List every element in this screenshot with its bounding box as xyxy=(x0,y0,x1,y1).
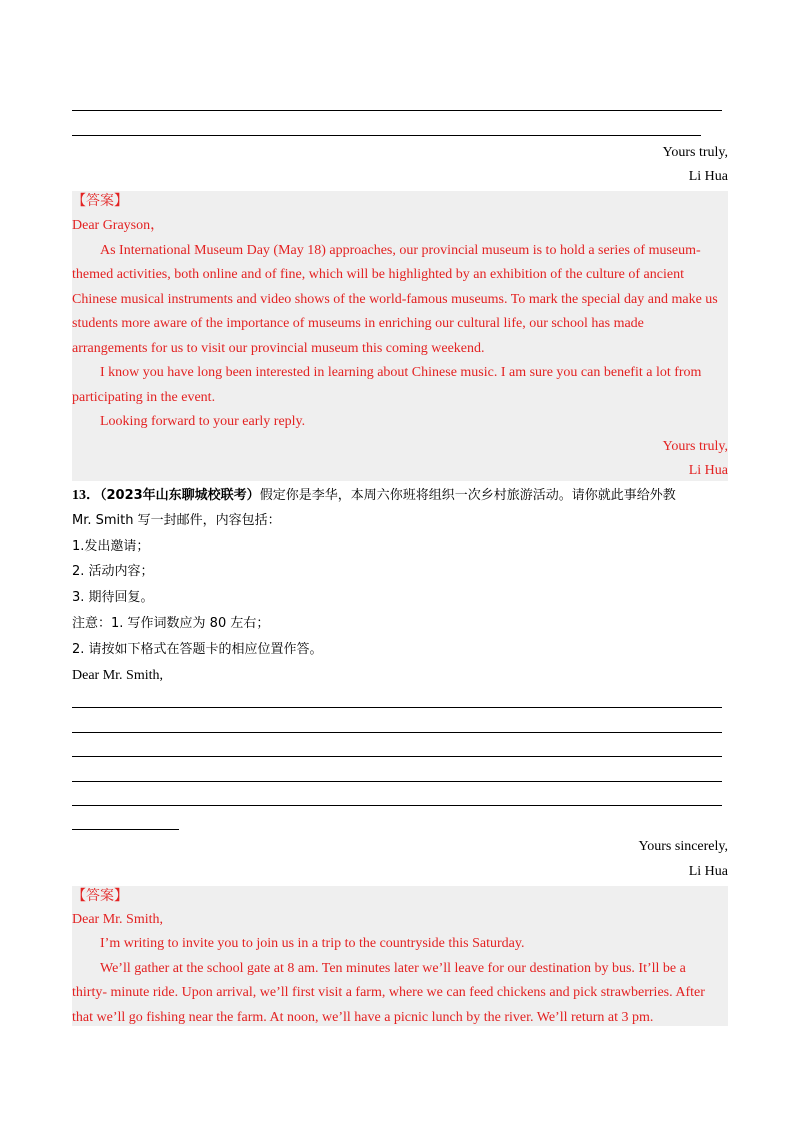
closing: Yours truly, xyxy=(662,145,728,160)
answer-paragraph-line: students more aware of the importance of museums in enriching our cultural life, our school has made xyxy=(72,316,644,331)
question-item: 2. 活动内容； xyxy=(72,564,154,579)
answer-paragraph-line: participating in the event. xyxy=(72,390,216,405)
question-prompt: 假定你是李华，本周六你班将组织一次乡村旅游活动。请你就此事给外教 xyxy=(259,488,676,503)
writing-line xyxy=(72,110,722,111)
answer-paragraph-line: thirty- minute ride. Upon arrival, we’ll first visit a farm, where we can feed chickens and pick strawberries. After xyxy=(72,985,705,1000)
answer-label: 【答案】 xyxy=(72,194,128,209)
question-prompt-line2: Mr. Smith 写一封邮件，内容包括： xyxy=(72,513,281,528)
answer-label: 【答案】 xyxy=(72,889,128,904)
answer-paragraph-line: As International Museum Day (May 18) approaches, our provincial museum is to hold a series of museum- xyxy=(100,243,701,258)
answer-paragraph-line: We’ll gather at the school gate at 8 am. Ten minutes later we’ll leave for our destination by bus. It’ll be a xyxy=(100,961,686,976)
answer-paragraph-line: I’m writing to invite you to join us in a trip to the countryside this Saturday. xyxy=(100,936,525,951)
answer-paragraph-line: that we’ll go fishing near the farm. At noon, we’ll have a picnic lunch by the river. We’ll return at 3 pm. xyxy=(72,1010,654,1025)
question-note: 注意：1. 写作词数应为 80 左右； xyxy=(72,616,270,631)
writing-line xyxy=(72,805,722,806)
answer-signature: Li Hua xyxy=(688,463,728,478)
writing-line xyxy=(72,756,722,757)
writing-line xyxy=(72,732,722,733)
answer-paragraph-line: arrangements for us to visit our provincial museum this coming weekend. xyxy=(72,341,485,356)
question-note: 2. 请按如下格式在答题卡的相应位置作答。 xyxy=(72,642,323,657)
question-header xyxy=(72,484,676,509)
answer-paragraph-line: themed activities, both online and of fine, which will be highlighted by an exhibition of the culture of ancient xyxy=(72,267,684,282)
question-source: （2023年山东聊城校联考） xyxy=(100,488,260,503)
writing-line xyxy=(72,135,701,136)
writing-line xyxy=(72,707,722,708)
writing-line xyxy=(72,829,179,830)
question-item: 1.发出邀请； xyxy=(72,539,150,554)
letter-salutation: Dear Mr. Smith, xyxy=(72,668,163,683)
letter-signature: Li Hua xyxy=(688,864,728,879)
question-number: 13． xyxy=(72,488,100,503)
answer-paragraph-line: Looking forward to your early reply. xyxy=(100,414,306,429)
answer-salutation: Dear Grayson， xyxy=(72,218,165,233)
answer-paragraph-line: Chinese musical instruments and video shows of the world-famous museums. To mark the special day and make us xyxy=(72,292,718,307)
writing-line xyxy=(72,781,722,782)
answer-paragraph-line: I know you have long been interested in learning about Chinese music. I am sure you can benefit a lot from xyxy=(100,365,702,380)
answer-closing: Yours truly, xyxy=(662,439,728,454)
question-item: 3. 期待回复。 xyxy=(72,590,154,605)
letter-closing: Yours sincerely, xyxy=(638,839,728,854)
signature: Li Hua xyxy=(688,169,728,184)
answer-salutation: Dear Mr. Smith, xyxy=(72,912,163,927)
